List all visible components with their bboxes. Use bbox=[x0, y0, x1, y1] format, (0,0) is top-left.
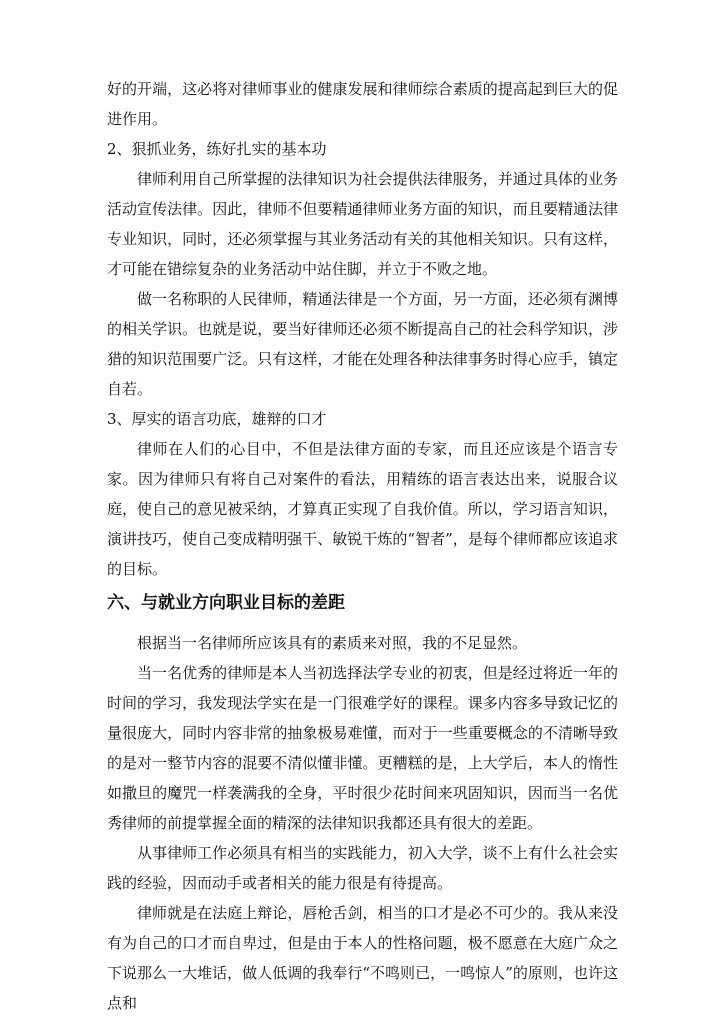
paragraph-practical-ability: 从事律师工作必须具有相当的实践能力，初入大学，谈不上有什么社会实践的经验，因而动手或者相关的能力很是有待提高。 bbox=[107, 844, 618, 892]
paragraph-language-expert: 律师在人们的心目中，不但是法律方面的专家，而且还应该是个语言专家。因为律师只有将自己对案件的看法，用精练的语言表达出来，说服合议庭，使自己的意见被采纳，才算真正实现了自我价值。所以，学习语言知识，演讲技巧，使自己变成精明强干、敏锐干炼的“智者”，是每个律师都应该追求的目标。 bbox=[107, 440, 618, 578]
paragraph-study-difficulty: 当一名优秀的律师是本人当初选择法学专业的初衷，但是经过将近一年的时间的学习，我发现法学实在是一门很难学好的课程。课多内容多导致记忆的量很庞大，同时内容非常的抽象极易难懂，而对于一些重要概念的不清晰导致的是对一整节内容的混要不清似懂非懂。更糟糕的是，上大学后，本人的惰性如撒旦的魔咒一样袭满我的全身，平时很少花时间来巩固知识，因而当一名优秀律师的前提掌握全面的精深的法律知识我都还具有很大的差距。 bbox=[107, 664, 618, 832]
paragraph-broad-learning: 做一名称职的人民律师，精通法律是一个方面，另一方面，还必须有渊博的相关学识。也就是说，要当好律师还必须不断提高自己的社会科学知识，涉猎的知识范围要广泛。只有这样，才能在处理各种法律事务时得心应手，镇定自若。 bbox=[107, 290, 618, 398]
paragraph-intro-continuation: 好的开端，这必将对律师事业的健康发展和律师综合素质的提高起到巨大的促进作用。 bbox=[107, 80, 618, 128]
paragraph-shortcomings-intro: 根据当一名律师所应该具有的素质来对照，我的不足显然。 bbox=[137, 634, 528, 652]
document-page bbox=[107, 74, 618, 1018]
subheading-language-skills: 3、厚实的语言功底，雄辩的口才 bbox=[107, 410, 327, 428]
subheading-business-skills: 2、狠抓业务，练好扎实的基本功 bbox=[107, 140, 327, 158]
section-title-career-gap: 六、与就业方向职业目标的差距 bbox=[107, 593, 345, 613]
paragraph-legal-knowledge: 律师利用自己所掌握的法律知识为社会提供法律服务，并通过具体的业务活动宣传法律。因此，律师不但要精通律师业务方面的知识，而且要精通法律专业知识，同时，还必须掌握与其业务活动有关的其他相关知识。只有这样，才可能在错综复杂的业务活动中站住脚，并立于不败之地。 bbox=[107, 170, 618, 278]
paragraph-eloquence: 律师就是在法庭上辩论，唇枪舌剑，相当的口才是必不可少的。我从来没有为自己的口才而自卑过，但是由于本人的性格问题，极不愿意在大庭广众之下说那么一大堆话，做人低调的我奉行“不鸣则已，一鸣惊人”的原则，也许这点和 bbox=[107, 904, 618, 1012]
